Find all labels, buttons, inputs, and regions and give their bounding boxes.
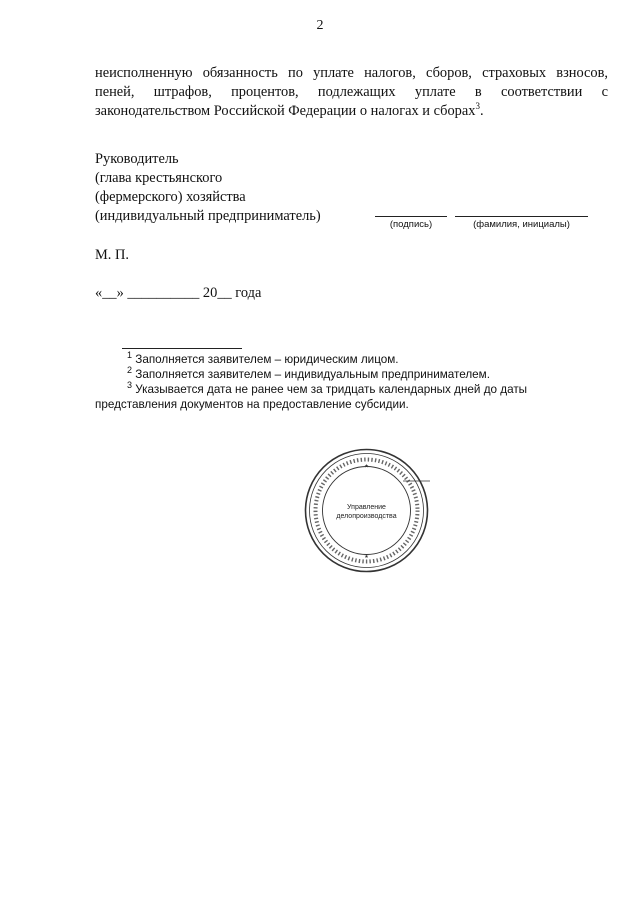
paragraph-line-2: пеней, штрафов, процентов, подлежащих уплате в соответствии с — [95, 84, 608, 100]
paragraph-line-3 — [95, 102, 608, 121]
signatory-line-4: (индивидуальный предприниматель) — [95, 208, 321, 224]
signature-caption: (подпись) — [389, 219, 433, 230]
name-line — [455, 216, 588, 217]
footnote-2-mark: 2 — [127, 365, 133, 376]
seal-center-line-1: Управление — [347, 504, 386, 511]
signatory-line-3: (фермерского) хозяйства — [95, 189, 246, 205]
body-paragraph — [95, 64, 608, 121]
date-line: «__» __________ 20__ года — [95, 285, 262, 301]
paragraph-line-3-text: законодательством Российской Федерации о налогах и сборах — [95, 103, 476, 119]
signatory-line-1: Руководитель — [95, 151, 179, 167]
signature-line — [375, 216, 447, 217]
footnote-1 — [95, 352, 608, 367]
seal-center-line-2: делопроизводства — [336, 513, 397, 520]
name-caption: (фамилия, инициалы) — [473, 219, 570, 230]
footnote-3-text: Указывается дата не ранее чем за тридцать календарных дней до даты представления документов на предоставление субсидии. — [95, 383, 528, 411]
footnote-ref-3: 3 — [475, 101, 480, 112]
footnote-2 — [95, 367, 608, 382]
footnote-3 — [95, 382, 608, 412]
footnote-1-mark: 1 — [127, 350, 133, 361]
footnote-1-text: Заполняется заявителем – юридическим лицом. — [135, 353, 399, 366]
footnote-separator — [122, 348, 242, 349]
seal-star-top: ★ — [364, 463, 369, 470]
footnote-2-text: Заполняется заявителем – индивидуальным предпринимателем. — [135, 368, 490, 381]
page-number: 2 — [316, 18, 324, 33]
paragraph-line-1: неисполненную обязанность по уплате налогов, сборов, страховых взносов, — [95, 65, 608, 81]
seal-star-bottom: ★ — [364, 554, 369, 560]
signatory-line-2: (глава крестьянского — [95, 170, 223, 186]
signatory-block — [95, 150, 321, 226]
official-seal — [303, 447, 430, 574]
stamp-place-label: М. П. — [95, 247, 129, 263]
footnote-3-mark: 3 — [127, 380, 133, 391]
paragraph-line-3-end: . — [479, 103, 484, 119]
footnotes — [95, 352, 608, 412]
